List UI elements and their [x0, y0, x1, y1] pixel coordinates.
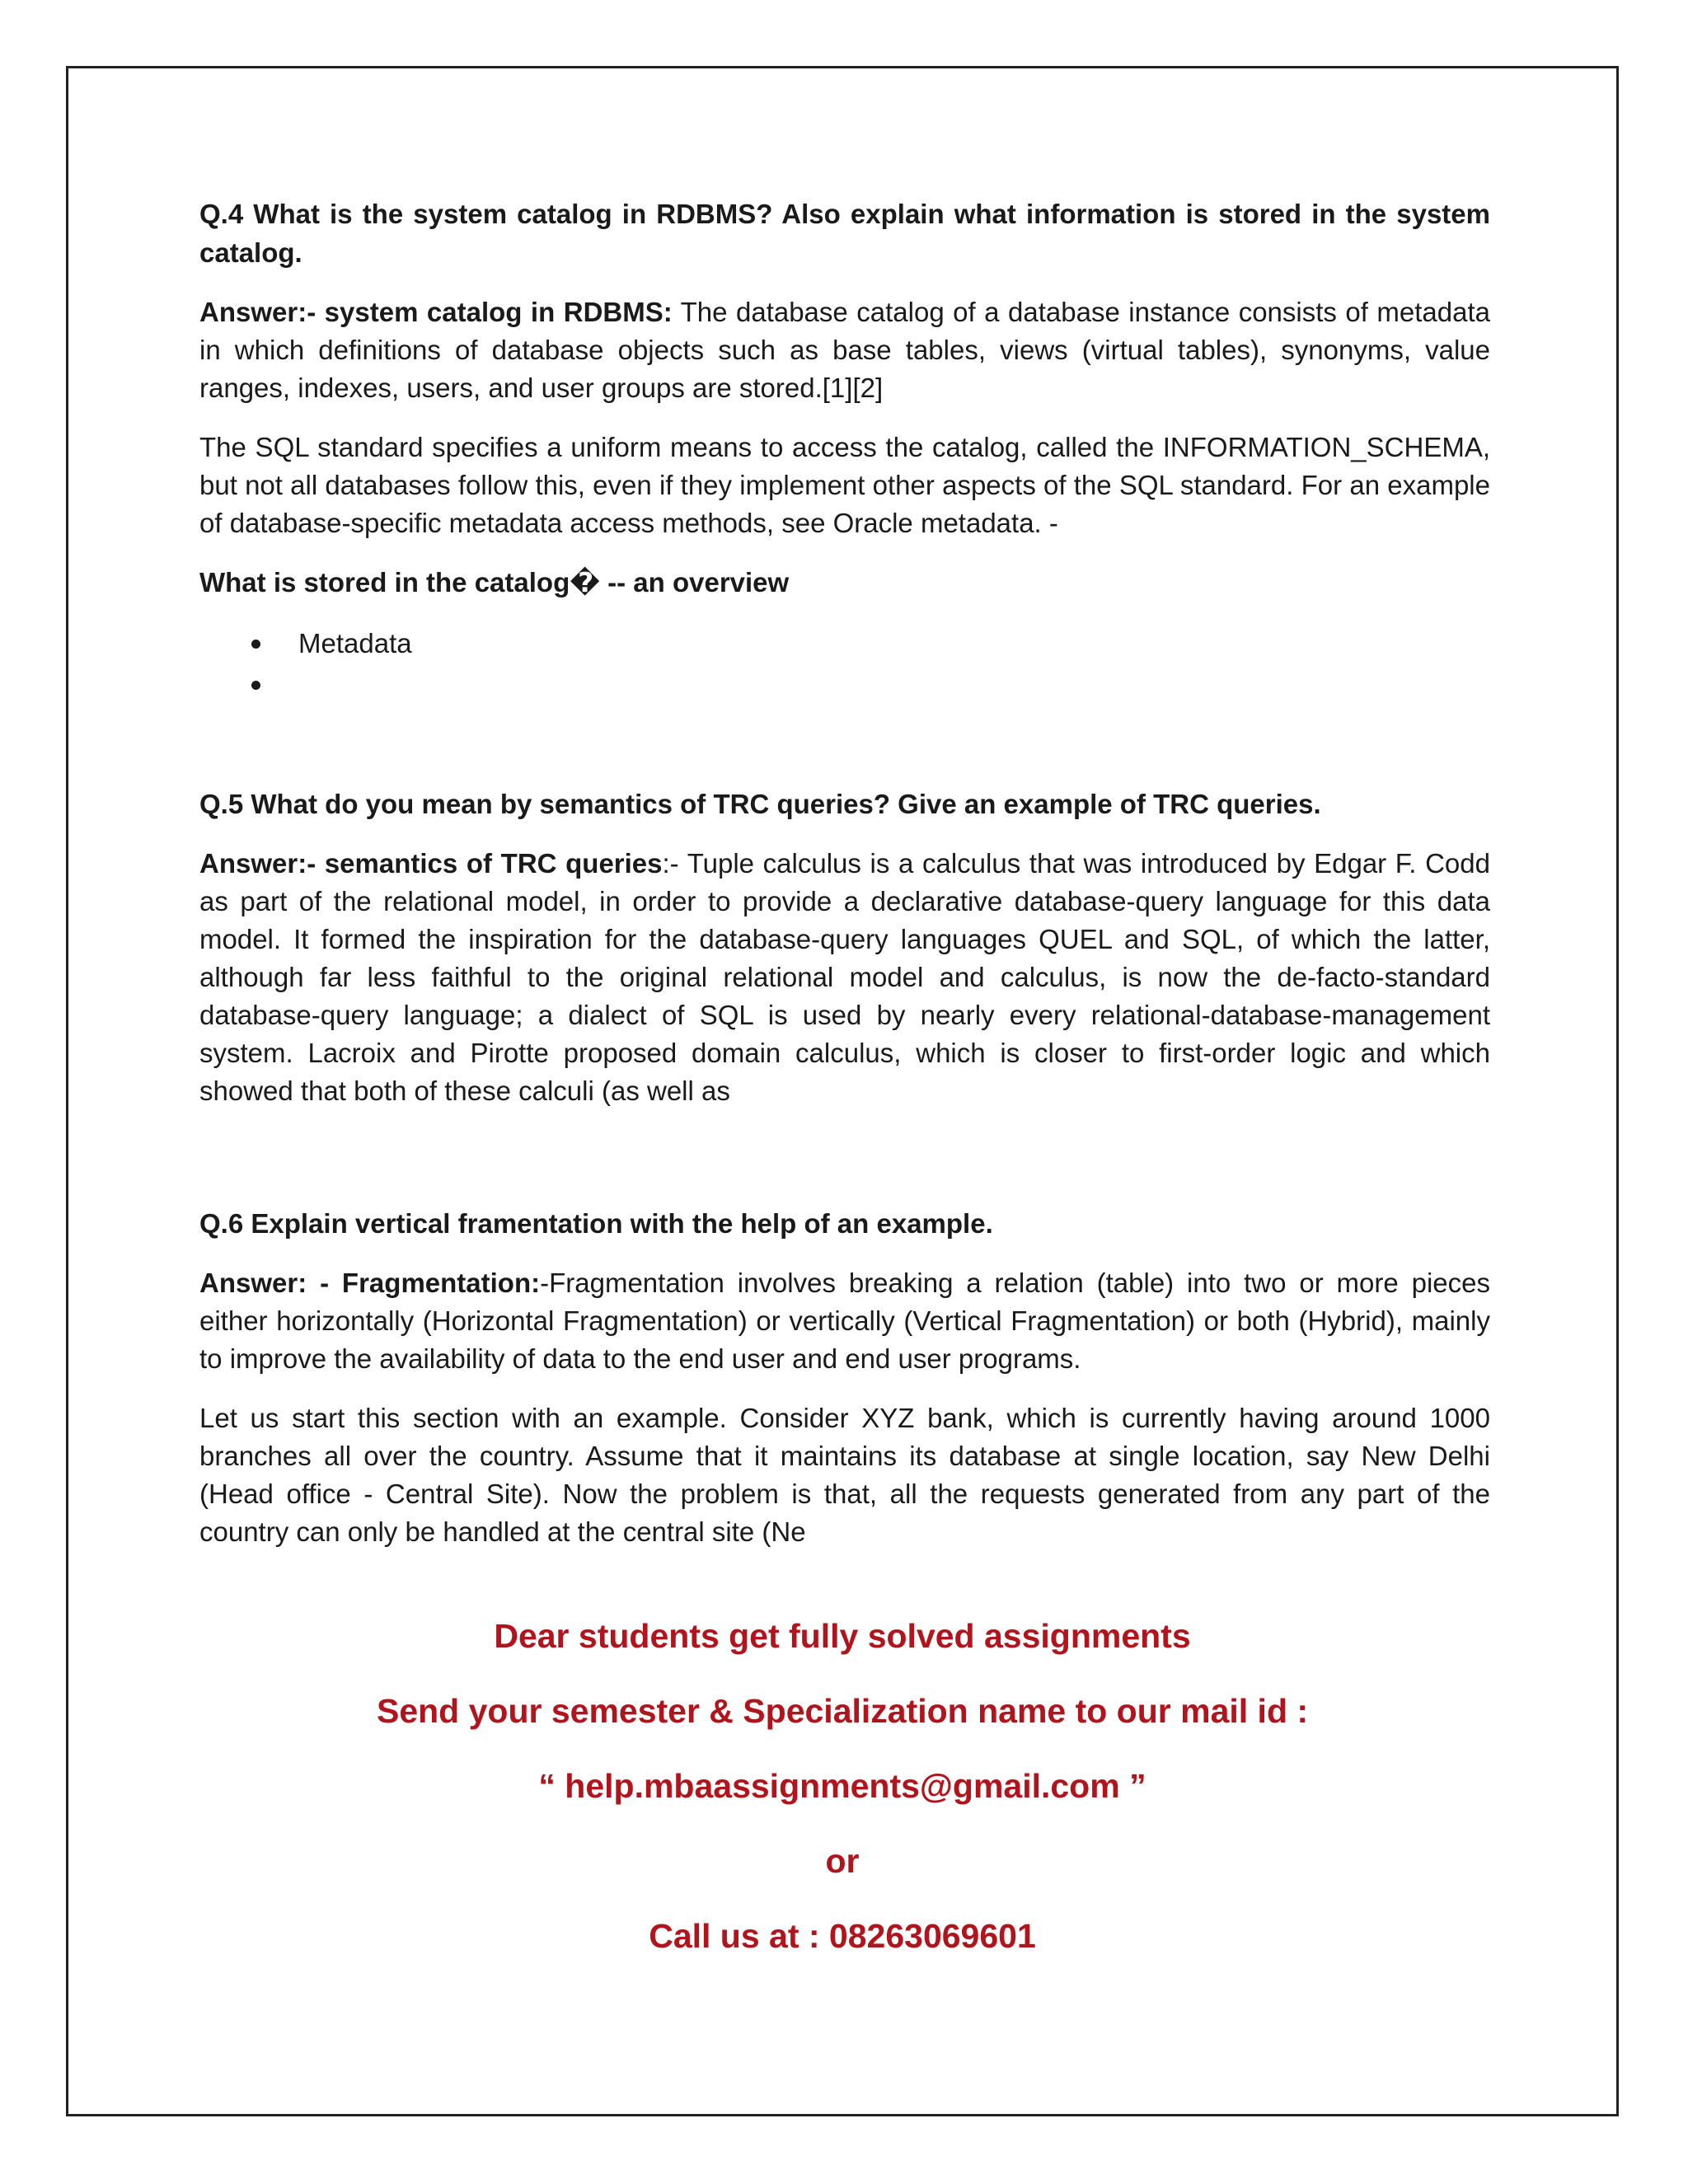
promo-line-1: Dear students get fully solved assignments — [494, 1617, 1191, 1655]
q5-answer — [199, 845, 1490, 1110]
promo-email: “ help.mbaassignments@gmail.com ” — [538, 1767, 1146, 1805]
promo-or: or — [825, 1842, 860, 1880]
bullet-icon — [251, 681, 260, 690]
q4-answer-label: Answer:- system catalog in RDBMS: — [199, 297, 673, 327]
bullet-icon — [251, 640, 260, 649]
q4-answer — [199, 293, 1490, 407]
q6-answer — [199, 1264, 1490, 1378]
q4-paragraph-2: The SQL standard specifies a uniform means to access the catalog, called the INFORMATION_SCHEMA, but not all databases follow this, even if they implement other aspects of the SQL standard. For an example of database-specific metadata access methods, see Oracle metadata. - — [199, 432, 1490, 538]
q5-answer-text: :- Tuple calculus is a calculus that was introduced by Edgar F. Codd as part of the relational model, in order to provide a declarative database-query language for this data model. It formed the inspiration for the database-query languages QUEL and SQL, of which the latter, although far less faithful to the original relational model and calculus, is now the de-facto-standard database-query language; a dialect of SQL is used by nearly every relational-database-management system. Lacroix and Pirotte proposed domain calculus, which is closer to first-order logic and which showed that both of these calculi (as well as — [199, 848, 1490, 1106]
q4-question: Q.4 What is the system catalog in RDBMS? Also explain what information is stored in the system catalog. — [199, 199, 1490, 268]
promo-line-2: Send your semester & Specialization name to our mail id : — [376, 1692, 1309, 1730]
document-body — [199, 194, 1490, 1572]
promo-block — [66, 1599, 1619, 1974]
q6-answer-label: Answer: - Fragmentation: — [199, 1268, 541, 1298]
q5-question: Q.5 What do you mean by semantics of TRC queries? Give an example of TRC queries. — [199, 789, 1321, 819]
list-item-text: Metadata — [298, 628, 412, 658]
q4-answer-text: The database catalog of a database instance consists of metadata in which definitions of database objects such as base tables, views (virtual tables), synonyms, value ranges, indexes, users, and user groups are stored.[1][2] — [199, 297, 1490, 403]
q4-overview-heading: What is stored in the catalog� -- an overview — [199, 567, 790, 598]
q4-bullet-list — [199, 623, 1490, 705]
promo-phone: Call us at : 08263069601 — [649, 1917, 1036, 1955]
q6-answer-text: -Fragmentation involves breaking a relation (table) into two or more pieces either horizontally (Horizontal Fragmentation) or vertically (Vertical Fragmentation) or both (Hybrid), mainly to improve the availability of data to the end user and end user programs. — [199, 1268, 1490, 1374]
q6-paragraph-2: Let us start this section with an example. Consider XYZ bank, which is currently having around 1000 branches all over the country. Assume that it maintains its database at single location, say New Delhi (Head office - Central Site). Now the problem is that, all the requests generated from any part of the country can only be handled at the central site (Ne — [199, 1403, 1490, 1547]
list-item — [199, 664, 1490, 705]
list-item — [199, 623, 1490, 664]
q6-question: Q.6 Explain vertical framentation with the help of an example. — [199, 1208, 993, 1239]
q5-answer-label: Answer:- semantics of TRC queries — [199, 848, 663, 879]
